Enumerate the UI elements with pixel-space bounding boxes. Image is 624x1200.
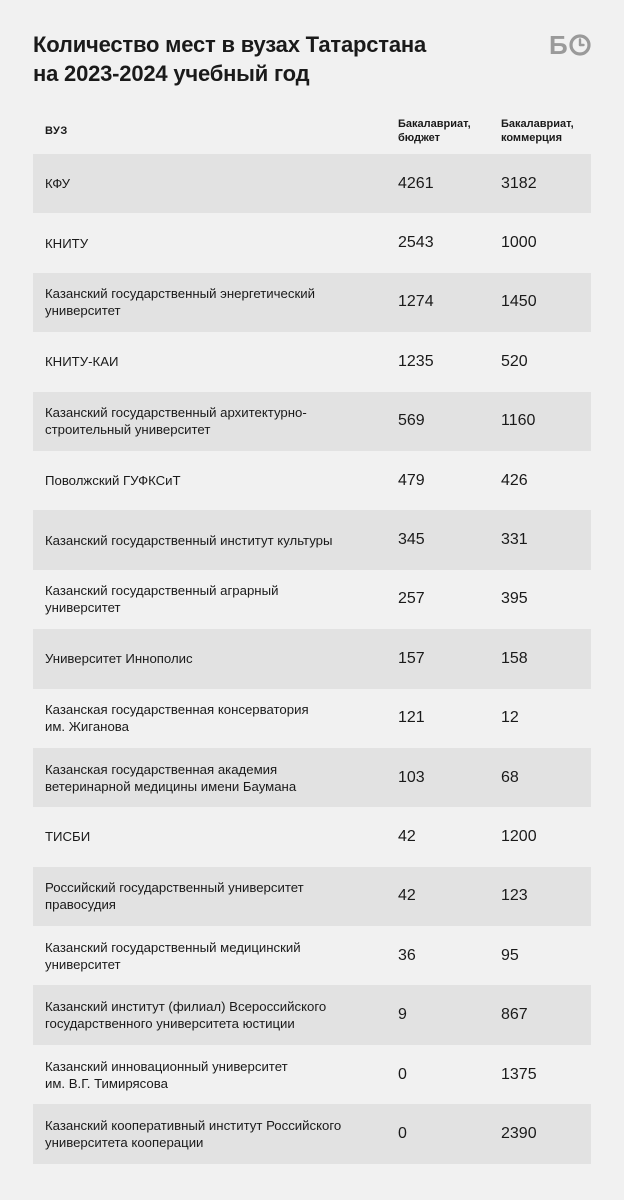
commerce-places: 1450	[501, 293, 537, 311]
table-header	[33, 110, 591, 154]
table-row	[33, 273, 591, 332]
table-row	[33, 629, 591, 688]
table-row	[33, 154, 591, 213]
budget-places: 42	[398, 887, 416, 905]
clock-o-icon	[569, 34, 591, 56]
commerce-places: 12	[501, 709, 519, 727]
budget-places: 42	[398, 827, 416, 845]
university-name: Казанский государственный аграрный университет	[45, 583, 279, 616]
university-name: Казанский кооперативный институт Российского университета кооперации	[45, 1117, 342, 1150]
commerce-places: 95	[501, 946, 519, 964]
university-name: Казанский государственный архитектурно- строительный университет	[45, 405, 307, 438]
commerce-places: 867	[501, 1006, 528, 1024]
header-commerce-line2: коммерция	[501, 132, 562, 144]
budget-places: 345	[398, 531, 425, 549]
commerce-places: 1375	[501, 1065, 537, 1083]
university-name: КНИТУ	[45, 235, 89, 251]
budget-places: 103	[398, 768, 425, 786]
university-name: Казанский институт (филиал) Всероссийского государственного университета юстиции	[45, 999, 327, 1032]
commerce-places: 395	[501, 590, 528, 608]
budget-places: 1235	[398, 352, 434, 370]
table-row	[33, 1045, 591, 1104]
university-name: ТИСБИ	[45, 829, 91, 845]
commerce-places: 1000	[501, 234, 537, 252]
table-row	[33, 332, 591, 391]
table-row	[33, 213, 591, 272]
commerce-places: 123	[501, 887, 528, 905]
university-name: Казанская государственная консерватория им. Жиганова	[45, 702, 309, 735]
universities-table	[33, 154, 591, 1164]
university-name: Казанская государственная академия ветеринарной медицины имени Баумана	[45, 761, 297, 794]
budget-places: 36	[398, 946, 416, 964]
budget-places: 1274	[398, 293, 434, 311]
university-name: КНИТУ-КАИ	[45, 354, 119, 370]
budget-places: 0	[398, 1065, 407, 1083]
title-line-2: на 2023-2024 учебный год	[33, 61, 310, 86]
budget-places: 479	[398, 471, 425, 489]
brand-logo	[549, 32, 591, 58]
budget-places: 257	[398, 590, 425, 608]
header-budget-line2: бюджет	[398, 132, 441, 144]
university-name: Поволжский ГУФКСиТ	[45, 473, 181, 489]
table-row	[33, 867, 591, 926]
header-budget-line1: Бакалавриат,	[398, 118, 471, 130]
table-row	[33, 689, 591, 748]
table-row	[33, 392, 591, 451]
budget-places: 157	[398, 649, 425, 667]
university-name: Казанский государственный медицинский университет	[45, 939, 301, 972]
title-line-1: Количество мест в вузах Татарстана	[33, 32, 427, 57]
university-name: Казанский государственный энергетический университет	[45, 286, 315, 319]
table-row	[33, 570, 591, 629]
commerce-places: 3182	[501, 174, 537, 192]
page-title	[33, 30, 426, 88]
header-vuz: ВУЗ	[45, 125, 68, 137]
table-row	[33, 926, 591, 985]
commerce-places: 331	[501, 531, 528, 549]
table-row	[33, 1104, 591, 1163]
commerce-places: 158	[501, 649, 528, 667]
university-name: Казанский государственный институт культуры	[45, 532, 333, 548]
budget-places: 9	[398, 1006, 407, 1024]
header-commerce-line1: Бакалавриат,	[501, 118, 574, 130]
header-commerce	[501, 117, 574, 145]
commerce-places: 426	[501, 471, 528, 489]
table-row	[33, 451, 591, 510]
university-name: КФУ	[45, 176, 71, 192]
logo-letter: Б	[549, 30, 568, 60]
budget-places: 0	[398, 1124, 407, 1142]
university-name: Российский государственный университет правосудия	[45, 880, 304, 913]
budget-places: 121	[398, 709, 425, 727]
budget-places: 569	[398, 412, 425, 430]
commerce-places: 1160	[501, 412, 536, 430]
table-row	[33, 748, 591, 807]
table-row	[33, 807, 591, 866]
commerce-places: 2390	[501, 1124, 537, 1142]
budget-places: 4261	[398, 174, 434, 192]
header-budget	[398, 117, 471, 145]
commerce-places: 68	[501, 768, 519, 786]
commerce-places: 520	[501, 352, 528, 370]
budget-places: 2543	[398, 234, 434, 252]
university-name: Университет Иннополис	[45, 651, 193, 667]
table-row	[33, 985, 591, 1044]
commerce-places: 1200	[501, 827, 537, 845]
university-name: Казанский инновационный университет им. В.Г. Тимирясова	[45, 1058, 288, 1091]
table-row	[33, 510, 591, 569]
